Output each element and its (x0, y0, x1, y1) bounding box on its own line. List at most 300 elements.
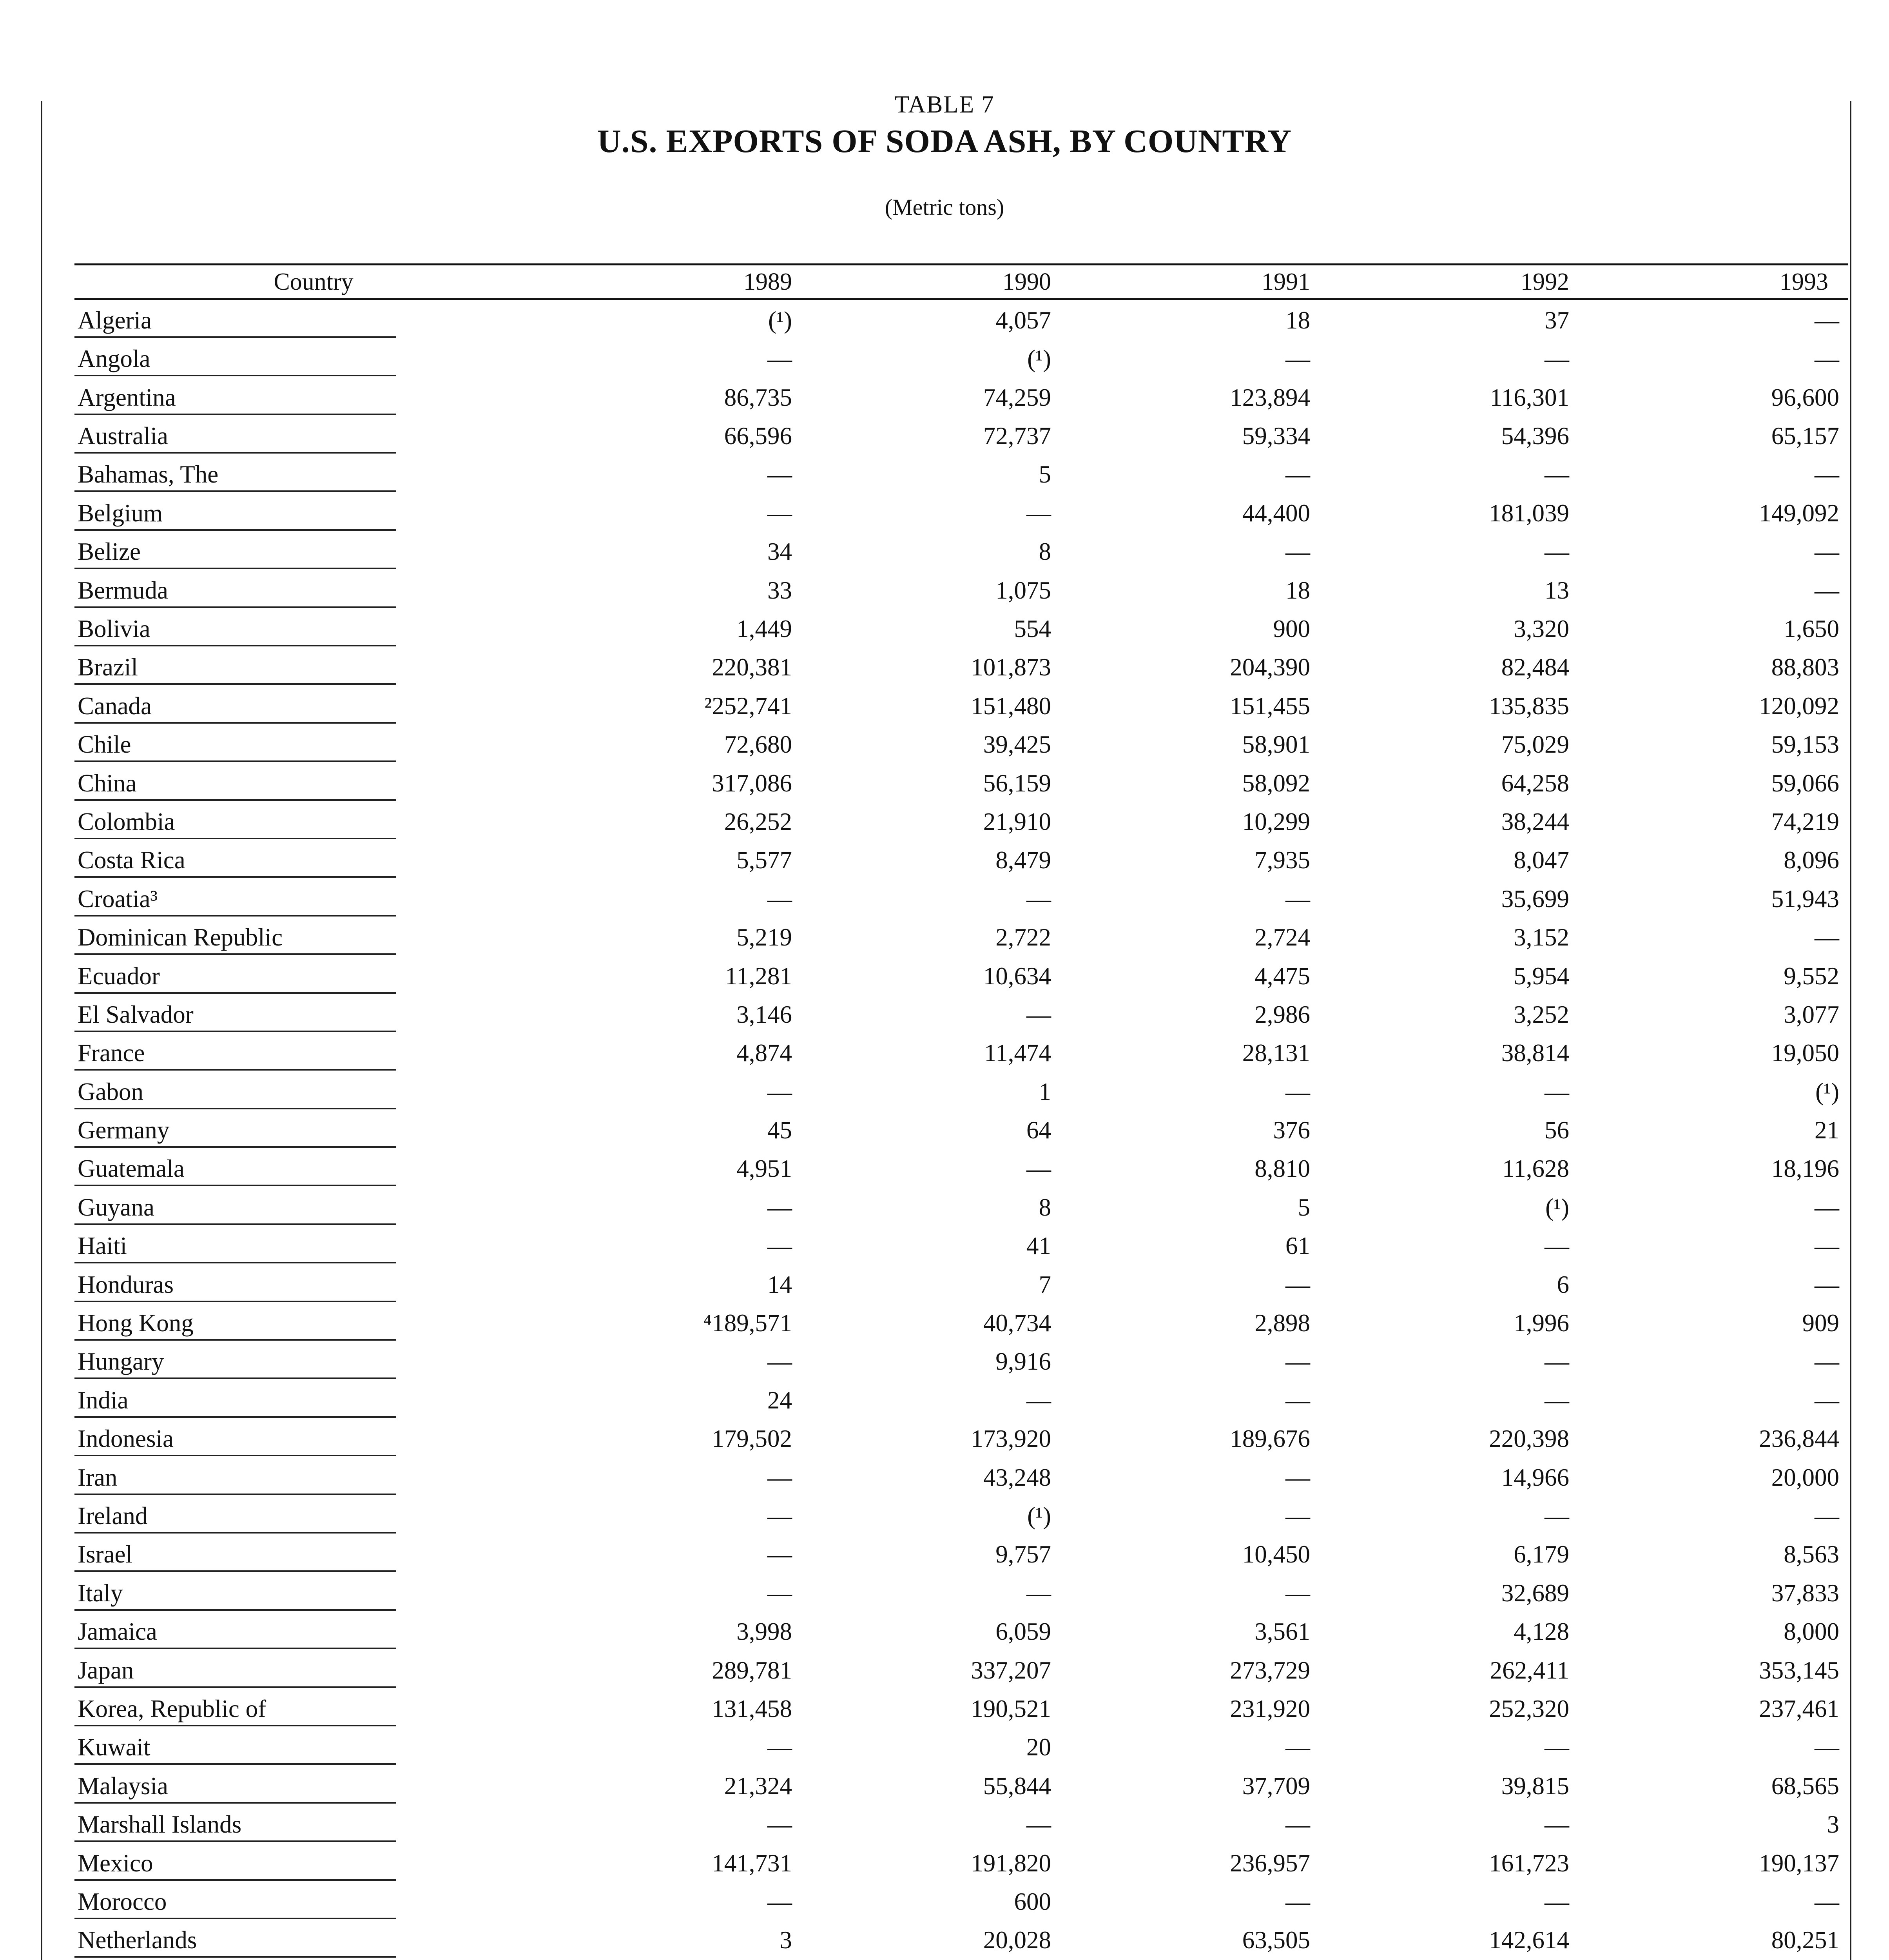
table-row (74, 724, 1848, 762)
value-cell: 37,709 (1242, 1772, 1310, 1800)
value-cell: 68,565 (1771, 1772, 1839, 1800)
country-cell: Hungary (74, 1341, 553, 1379)
value-cell: — (767, 885, 792, 913)
table-row (74, 569, 1848, 608)
value-cell: 123,894 (1230, 383, 1310, 411)
value-cell: 41 (1026, 1232, 1051, 1260)
value-cell: 37,833 (1771, 1579, 1839, 1607)
value-cell: ²252,741 (704, 692, 792, 720)
table-row (74, 878, 1848, 916)
table-row (74, 955, 1848, 993)
country-cell: Bolivia (74, 608, 553, 646)
value-cell: — (767, 345, 792, 373)
column-header-country: Country (74, 265, 553, 299)
value-cell: 20 (1026, 1733, 1051, 1761)
table-row (74, 1186, 1848, 1225)
country-cell: Japan (74, 1649, 553, 1688)
value-cell: 66,596 (724, 422, 792, 450)
value-cell (812, 1958, 1071, 1960)
country-cell: Honduras (74, 1263, 553, 1302)
value-cell: 161,723 (1489, 1849, 1569, 1877)
value-cell: 26,252 (724, 808, 792, 835)
value-cell: 236,844 (1759, 1425, 1839, 1453)
value-cell: — (1285, 1386, 1310, 1414)
value-cell: 151,480 (971, 692, 1051, 720)
table-row (74, 1341, 1848, 1379)
value-cell: 11,474 (984, 1039, 1051, 1067)
column-header-year: 1989 (553, 265, 812, 299)
value-cell: 45 (767, 1116, 792, 1144)
value-cell: 5 (1298, 1193, 1310, 1221)
header-row (74, 265, 1848, 299)
table-row (74, 916, 1848, 955)
value-cell: 14,966 (1501, 1463, 1569, 1491)
table-row (74, 376, 1848, 415)
table-row (74, 1881, 1848, 1919)
value-cell: 80,251 (1771, 1926, 1839, 1954)
country-cell: Guatemala (74, 1148, 553, 1186)
value-cell: — (1815, 1232, 1839, 1260)
value-cell: — (767, 1579, 792, 1607)
value-cell: — (767, 1463, 792, 1491)
value-cell: 8,563 (1784, 1541, 1839, 1568)
value-cell: 289,781 (712, 1656, 792, 1684)
value-cell: 18,196 (1771, 1155, 1839, 1183)
value-cell: 74,219 (1771, 808, 1839, 835)
value-cell: — (1285, 1811, 1310, 1838)
value-cell: 131,458 (712, 1695, 792, 1722)
value-cell: ⁴189,571 (703, 1309, 792, 1337)
table-row (74, 1495, 1848, 1534)
value-cell: 8 (1039, 538, 1051, 566)
table-title: U.S. EXPORTS OF SODA ASH, BY COUNTRY (597, 123, 1292, 160)
value-cell: 20,028 (983, 1926, 1051, 1954)
value-cell: — (1285, 1733, 1310, 1761)
value-cell: 3,998 (736, 1618, 792, 1646)
value-cell: 59,066 (1771, 769, 1839, 797)
value-cell: 13 (1545, 576, 1569, 604)
value-cell: — (767, 461, 792, 488)
country-cell: Guyana (74, 1186, 553, 1225)
value-cell: — (1285, 885, 1310, 913)
country-cell: Canada (74, 685, 553, 723)
value-cell: 54,396 (1501, 422, 1569, 450)
value-cell: 64 (1026, 1116, 1051, 1144)
value-cell (1330, 1958, 1589, 1960)
value-cell: — (1285, 1270, 1310, 1298)
value-cell: — (767, 499, 792, 527)
value-cell: 88,803 (1771, 653, 1839, 681)
country-cell: El Salvador (74, 994, 553, 1032)
value-cell: — (1815, 576, 1839, 604)
table-row (74, 299, 1848, 338)
value-cell: — (1815, 538, 1839, 566)
table-row (74, 1032, 1848, 1071)
value-cell: — (1815, 1348, 1839, 1376)
table-row (74, 492, 1848, 530)
value-cell: 3,077 (1784, 1000, 1839, 1028)
country-cell: Morocco (74, 1881, 553, 1919)
value-cell: 28,131 (1242, 1039, 1310, 1067)
value-cell: (¹) (768, 306, 792, 334)
value-cell: 190,521 (971, 1695, 1051, 1722)
table-row (74, 1804, 1848, 1842)
value-cell: 8 (1039, 1193, 1051, 1221)
value-cell: 179,502 (712, 1425, 792, 1453)
table-row (74, 531, 1848, 569)
value-cell: 74,259 (983, 383, 1051, 411)
table-row (74, 646, 1848, 685)
value-cell: — (1545, 1386, 1569, 1414)
value-cell: 1 (1039, 1078, 1051, 1105)
value-cell: — (1815, 1887, 1839, 1915)
value-cell: — (1545, 1078, 1569, 1105)
value-cell: 189,676 (1230, 1425, 1310, 1453)
table-row (74, 1611, 1848, 1649)
value-cell: — (1026, 1155, 1051, 1183)
value-cell: 64,258 (1501, 769, 1569, 797)
table-row (74, 1225, 1848, 1263)
value-cell: (¹) (1545, 1193, 1569, 1221)
value-cell: — (1026, 1811, 1051, 1838)
country-cell: Gabon (74, 1071, 553, 1109)
value-cell: — (1815, 1386, 1839, 1414)
value-cell: 3 (780, 1926, 792, 1954)
value-cell: 6,179 (1514, 1541, 1569, 1568)
value-cell: 204,390 (1230, 653, 1310, 681)
value-cell: — (767, 1232, 792, 1260)
column-header-year: 1993 (1589, 265, 1848, 299)
value-cell: — (767, 1733, 792, 1761)
value-cell: 3,320 (1514, 615, 1569, 643)
country-cell: Argentina (74, 376, 553, 415)
country-cell: Angola (74, 338, 553, 376)
value-cell: — (1815, 1193, 1839, 1221)
value-cell: 220,398 (1489, 1425, 1569, 1453)
country-cell: Costa Rica (74, 839, 553, 878)
table-row (74, 1418, 1848, 1456)
value-cell: 220,381 (712, 653, 792, 681)
value-cell: 37 (1545, 306, 1569, 334)
value-cell: 4,951 (736, 1155, 792, 1183)
country-cell: China (74, 762, 553, 800)
value-cell: 9,916 (995, 1348, 1051, 1376)
value-cell: — (1815, 461, 1839, 488)
table-units: (Metric tons) (885, 194, 1004, 220)
table-row (74, 1726, 1848, 1765)
value-cell: — (767, 1193, 792, 1221)
value-cell: 337,207 (971, 1656, 1051, 1684)
value-cell: — (767, 1348, 792, 1376)
country-cell: Marshall Islands (74, 1804, 553, 1842)
value-cell: 18 (1285, 576, 1310, 604)
country-cell: India (74, 1379, 553, 1417)
value-cell: — (1545, 1887, 1569, 1915)
value-cell: 56 (1545, 1116, 1569, 1144)
value-cell: — (1815, 1502, 1839, 1530)
value-cell: 96,600 (1771, 383, 1839, 411)
value-cell: 5,577 (736, 846, 792, 874)
value-cell: — (1545, 1502, 1569, 1530)
country-cell: Indonesia (74, 1418, 553, 1456)
value-cell: — (1026, 1386, 1051, 1414)
country-cell: Italy (74, 1572, 553, 1610)
value-cell: — (1545, 1811, 1569, 1838)
value-cell: 7,935 (1254, 846, 1310, 874)
value-cell: 9,552 (1784, 962, 1839, 990)
value-cell: 58,092 (1242, 769, 1310, 797)
table-row (74, 1688, 1848, 1726)
value-cell: — (1545, 1348, 1569, 1376)
table-row (74, 1379, 1848, 1417)
value-cell: 65,157 (1771, 422, 1839, 450)
left-rule (41, 101, 42, 1960)
table-row (74, 1263, 1848, 1302)
value-cell: 3,146 (736, 1000, 792, 1028)
value-cell: 21,910 (983, 808, 1051, 835)
value-cell: 1,449 (736, 615, 792, 643)
value-cell: 262,411 (1490, 1656, 1569, 1684)
value-cell: 86,735 (724, 383, 792, 411)
value-cell: 39,425 (983, 731, 1051, 759)
country-cell: Kuwait (74, 1726, 553, 1765)
table-row (74, 608, 1848, 646)
value-cell: — (1545, 345, 1569, 373)
country-cell: Israel (74, 1534, 553, 1572)
value-cell: 63,505 (1242, 1926, 1310, 1954)
country-cell: Dominican Republic (74, 916, 553, 955)
value-cell: 20,000 (1771, 1463, 1839, 1491)
table-row (74, 839, 1848, 878)
value-cell: 231,920 (1230, 1695, 1310, 1722)
value-cell: — (1285, 538, 1310, 566)
value-cell: 61 (1285, 1232, 1310, 1260)
value-cell: 4,128 (1514, 1618, 1569, 1646)
table-row (74, 994, 1848, 1032)
value-cell: 3,152 (1514, 924, 1569, 951)
value-cell: 3 (1827, 1811, 1839, 1838)
table-header (74, 265, 1848, 299)
value-cell: 11,281 (725, 962, 792, 990)
value-cell: 5,954 (1514, 962, 1569, 990)
column-header-year: 1992 (1330, 265, 1589, 299)
value-cell: — (1285, 1078, 1310, 1105)
value-cell: 72,680 (724, 731, 792, 759)
value-cell: 10,450 (1242, 1541, 1310, 1568)
country-cell: Belgium (74, 492, 553, 530)
value-cell: — (1545, 538, 1569, 566)
value-cell: 2,722 (995, 924, 1051, 951)
value-cell: 1,996 (1514, 1309, 1569, 1337)
value-cell: — (1285, 1463, 1310, 1491)
country-cell: Algeria (74, 299, 553, 338)
value-cell: — (1285, 1502, 1310, 1530)
country-cell: France (74, 1032, 553, 1071)
country-cell: Hong Kong (74, 1302, 553, 1341)
country-cell: Colombia (74, 801, 553, 839)
value-cell: 2,898 (1254, 1309, 1310, 1337)
value-cell: 190,137 (1759, 1849, 1839, 1877)
value-cell: — (1815, 306, 1839, 334)
value-cell: 32,689 (1501, 1579, 1569, 1607)
country-cell: Ecuador (74, 955, 553, 993)
value-cell: 135,835 (1489, 692, 1569, 720)
value-cell: 9,757 (995, 1541, 1051, 1568)
country-cell: Bahamas, The (74, 454, 553, 492)
value-cell: 10,299 (1242, 808, 1310, 835)
value-cell: 3,561 (1254, 1618, 1310, 1646)
value-cell: — (1285, 345, 1310, 373)
value-cell: 909 (1802, 1309, 1839, 1337)
value-cell: — (767, 1502, 792, 1530)
value-cell: 8,047 (1514, 846, 1569, 874)
value-cell: — (1026, 1579, 1051, 1607)
country-cell: Netherlands (74, 1919, 553, 1958)
value-cell: 600 (1014, 1887, 1051, 1915)
value-cell: 101,873 (971, 653, 1051, 681)
table-row (74, 762, 1848, 800)
value-cell: 317,086 (712, 769, 792, 797)
value-cell: 55,844 (983, 1772, 1051, 1800)
country-cell (74, 1958, 553, 1960)
value-cell: — (1815, 924, 1839, 951)
value-cell: 8,479 (995, 846, 1051, 874)
value-cell: 39,815 (1501, 1772, 1569, 1800)
table-row (74, 1534, 1848, 1572)
value-cell: — (767, 1811, 792, 1838)
country-cell: Germany (74, 1109, 553, 1148)
table-row (74, 415, 1848, 454)
value-cell: 8,810 (1254, 1155, 1310, 1183)
table-row (74, 454, 1848, 492)
value-cell: 59,334 (1242, 422, 1310, 450)
column-header-year: 1990 (812, 265, 1071, 299)
country-cell: Ireland (74, 1495, 553, 1534)
value-cell: 21,324 (724, 1772, 792, 1800)
value-cell: 120,092 (1759, 692, 1839, 720)
country-cell: Chile (74, 724, 553, 762)
value-cell: 40,734 (983, 1309, 1051, 1337)
value-cell: 376 (1273, 1116, 1310, 1144)
value-cell: 236,957 (1230, 1849, 1310, 1877)
value-cell: — (1815, 1270, 1839, 1298)
table-label: TABLE 7 (894, 91, 995, 118)
table-row (74, 1071, 1848, 1109)
value-cell: — (1545, 1733, 1569, 1761)
value-cell: 82,484 (1501, 653, 1569, 681)
value-cell: — (1285, 461, 1310, 488)
value-cell: (¹) (1027, 345, 1051, 373)
value-cell: 38,244 (1501, 808, 1569, 835)
value-cell: 44,400 (1242, 499, 1310, 527)
value-cell (1071, 1958, 1330, 1960)
right-rule (1850, 101, 1851, 1960)
table-row (74, 338, 1848, 376)
country-cell: Mexico (74, 1842, 553, 1880)
value-cell: 173,920 (971, 1425, 1051, 1453)
table-row (74, 685, 1848, 723)
value-cell: 72,737 (983, 422, 1051, 450)
value-cell: 6,059 (995, 1618, 1051, 1646)
value-cell: 142,614 (1489, 1926, 1569, 1954)
country-cell: Brazil (74, 646, 553, 685)
country-cell: Iran (74, 1456, 553, 1495)
value-cell (1589, 1958, 1848, 1960)
value-cell: 33 (767, 576, 792, 604)
value-cell: 51,943 (1771, 885, 1839, 913)
table-row (74, 1109, 1848, 1148)
value-cell: — (767, 1078, 792, 1105)
table-row (74, 1649, 1848, 1688)
value-cell: 3,252 (1514, 1000, 1569, 1028)
value-cell: — (1026, 885, 1051, 913)
value-cell: 38,814 (1501, 1039, 1569, 1067)
value-cell: 900 (1273, 615, 1310, 643)
value-cell: — (1545, 461, 1569, 488)
country-cell: Malaysia (74, 1765, 553, 1803)
value-cell: — (1285, 1887, 1310, 1915)
table-row (74, 1842, 1848, 1880)
value-cell: — (1285, 1348, 1310, 1376)
value-cell: 5 (1039, 461, 1051, 488)
value-cell: 14 (767, 1270, 792, 1298)
value-cell: 237,461 (1759, 1695, 1839, 1722)
country-cell: Croatia³ (74, 878, 553, 916)
value-cell: 59,153 (1771, 731, 1839, 759)
value-cell: — (767, 1887, 792, 1915)
value-cell: 181,039 (1489, 499, 1569, 527)
value-cell (553, 1958, 812, 1960)
value-cell: 34 (767, 538, 792, 566)
value-cell: 4,475 (1254, 962, 1310, 990)
value-cell: — (1026, 499, 1051, 527)
value-cell: 149,092 (1759, 499, 1839, 527)
country-cell: Belize (74, 531, 553, 569)
value-cell: 21 (1815, 1116, 1839, 1144)
value-cell: 353,145 (1759, 1656, 1839, 1684)
table-row (74, 1958, 1848, 1960)
value-cell: — (1026, 1000, 1051, 1028)
value-cell: 1,075 (995, 576, 1051, 604)
country-cell: Bermuda (74, 569, 553, 608)
value-cell: 18 (1285, 306, 1310, 334)
country-cell: Australia (74, 415, 553, 454)
value-cell: 191,820 (971, 1849, 1051, 1877)
value-cell: 5,219 (736, 924, 792, 951)
value-cell: 2,724 (1254, 924, 1310, 951)
table-row (74, 1919, 1848, 1958)
value-cell: 56,159 (983, 769, 1051, 797)
exports-table (74, 263, 1848, 1960)
value-cell: 75,029 (1501, 731, 1569, 759)
country-cell: Korea, Republic of (74, 1688, 553, 1726)
value-cell: 10,634 (983, 962, 1051, 990)
value-cell: 1,650 (1784, 615, 1839, 643)
value-cell: 58,901 (1242, 731, 1310, 759)
country-cell: Haiti (74, 1225, 553, 1263)
value-cell: 8,096 (1784, 846, 1839, 874)
value-cell: — (767, 1541, 792, 1568)
value-cell: 43,248 (983, 1463, 1051, 1491)
table-body (74, 299, 1848, 1960)
value-cell: 273,729 (1230, 1656, 1310, 1684)
country-cell: Jamaica (74, 1611, 553, 1649)
value-cell: 19,050 (1771, 1039, 1839, 1067)
table-row (74, 1456, 1848, 1495)
value-cell: 252,320 (1489, 1695, 1569, 1722)
value-cell: — (1285, 1579, 1310, 1607)
value-cell: 116,301 (1490, 383, 1569, 411)
